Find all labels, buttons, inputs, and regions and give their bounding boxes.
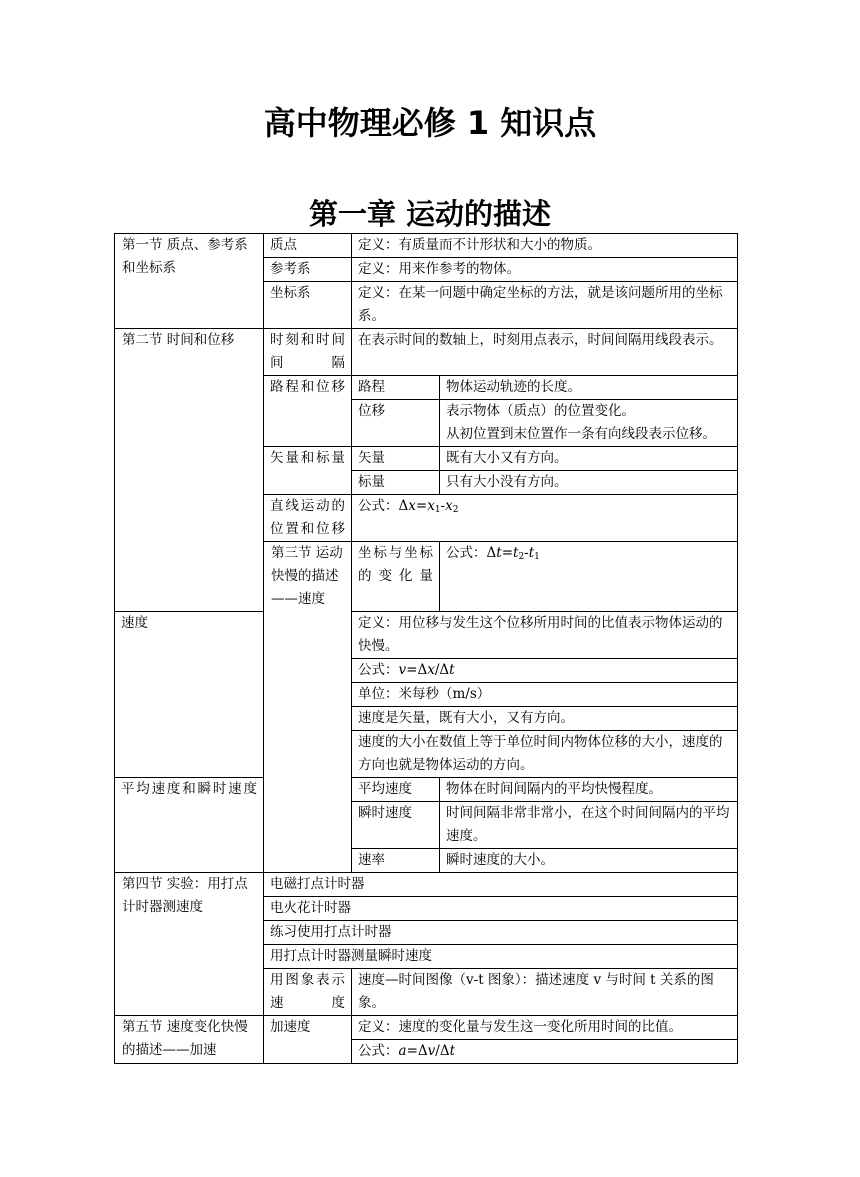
formula: v=Δx/Δt xyxy=(398,662,455,678)
table-row xyxy=(115,778,738,802)
section-cell xyxy=(115,234,264,329)
subdesc-cell: 物体运动轨迹的长度。 xyxy=(440,376,738,400)
term-cell: 用图象表示速度 xyxy=(264,969,352,1016)
subterm-cell: 路程 xyxy=(352,376,440,400)
section-cell xyxy=(264,542,352,873)
formula-cell xyxy=(352,495,738,542)
subdesc-cell: 瞬时速度的大小。 xyxy=(440,849,738,873)
table-row xyxy=(115,329,738,376)
term-cell: 质点 xyxy=(264,234,352,258)
table-row xyxy=(115,234,738,258)
formula-prefix: 公式： xyxy=(358,662,399,678)
subdesc-cell: 时间间隔非常非常小，在这个时间间隔内的平均速度。 xyxy=(440,802,738,849)
item-cell: 练习使用打点计时器 xyxy=(264,921,738,945)
desc-cell: 定义：在某一问题中确定坐标的方法，就是该问题所用的坐标系。 xyxy=(352,282,738,329)
section-label: 第三节 运动快慢的描述——速度 xyxy=(271,545,343,607)
term-cell: 坐标系 xyxy=(264,282,352,329)
subterm-cell: 矢量 xyxy=(352,447,440,471)
section-label: 第五节 速度变化快慢的描述——加速 xyxy=(122,1019,248,1058)
subterm-cell: 标量 xyxy=(352,471,440,495)
desc-cell: 定义：用位移与发生这个位移所用时间的比值表示物体运动的快慢。 xyxy=(352,612,738,659)
formula-cell xyxy=(352,1040,738,1064)
formula-prefix: 公式： xyxy=(446,545,487,561)
subterm-cell: 速率 xyxy=(352,849,440,873)
subterm-cell: 瞬时速度 xyxy=(352,802,440,849)
term-cell: 参考系 xyxy=(264,258,352,282)
formula-prefix: 公式： xyxy=(358,498,399,514)
desc-cell: 速度是矢量，既有大小，又有方向。 xyxy=(352,707,738,731)
formula: $\Delta x=x_1-x_2$ xyxy=(398,498,459,515)
document-title: 高中物理必修 1 知识点 xyxy=(263,104,597,142)
term-cell: 矢量和标量 xyxy=(264,447,352,495)
section-label: 第一节 质点、参考系和坐标系 xyxy=(122,237,248,276)
section-label: 第四节 实验：用打点计时器测速度 xyxy=(122,876,248,915)
term-cell: 平均速度和瞬时速度 xyxy=(115,778,264,873)
term-cell: 直线运动的位置和位移 xyxy=(264,495,352,542)
term-cell: 速度 xyxy=(115,612,264,778)
formula-prefix: 公式： xyxy=(358,1043,399,1059)
section-label: 第二节 时间和位移 xyxy=(122,332,235,348)
chapter-title: 第一章 运动的描述 xyxy=(308,197,552,231)
desc-cell: 单位：米每秒（m/s） xyxy=(352,683,738,707)
subdesc-cell: 表示物体（质点）的位置变化。 从初位置到末位置作一条有向线段表示位移。 xyxy=(440,400,738,447)
term-cell: 时刻和时间间隔 xyxy=(264,329,352,376)
table-row xyxy=(115,1016,738,1040)
term-cell: 路程和位移 xyxy=(264,376,352,447)
desc-cell: 在表示时间的数轴上，时刻用点表示，时间间隔用线段表示。 xyxy=(352,329,738,376)
formula-cell xyxy=(440,542,738,612)
term-cell: 坐标与坐标的变化量 xyxy=(352,542,440,612)
table-row xyxy=(115,612,738,659)
item-cell: 电磁打点计时器 xyxy=(264,873,738,897)
subterm-cell: 平均速度 xyxy=(352,778,440,802)
subdesc-cell: 既有大小又有方向。 xyxy=(440,447,738,471)
subdesc-cell: 物体在时间间隔内的平均快慢程度。 xyxy=(440,778,738,802)
desc-cell: 定义：有质量而不计形状和大小的物质。 xyxy=(352,234,738,258)
item-cell: 电火花计时器 xyxy=(264,897,738,921)
desc-cell: 定义：用来作参考的物体。 xyxy=(352,258,738,282)
desc-cell: 速度的大小在数值上等于单位时间内物体位移的大小，速度的方向也就是物体运动的方向。 xyxy=(352,731,738,778)
item-cell: 用打点计时器测量瞬时速度 xyxy=(264,945,738,969)
section-cell xyxy=(115,329,264,612)
subdesc-cell: 只有大小没有方向。 xyxy=(440,471,738,495)
section-cell xyxy=(115,873,264,1016)
formula-cell xyxy=(352,659,738,683)
subterm-cell: 位移 xyxy=(352,400,440,447)
desc-cell: 速度—时间图像（v-t 图象）：描述速度 v 与时间 t 关系的图象。 xyxy=(352,969,738,1016)
formula: $\Delta t=t_2-t_1$ xyxy=(486,545,540,562)
section-cell xyxy=(115,1016,264,1064)
term-cell: 加速度 xyxy=(264,1016,352,1064)
formula: a=Δv/Δt xyxy=(398,1043,456,1059)
knowledge-table xyxy=(114,233,738,1064)
desc-cell: 定义：速度的变化量与发生这一变化所用时间的比值。 xyxy=(352,1016,738,1040)
table-row xyxy=(115,873,738,897)
